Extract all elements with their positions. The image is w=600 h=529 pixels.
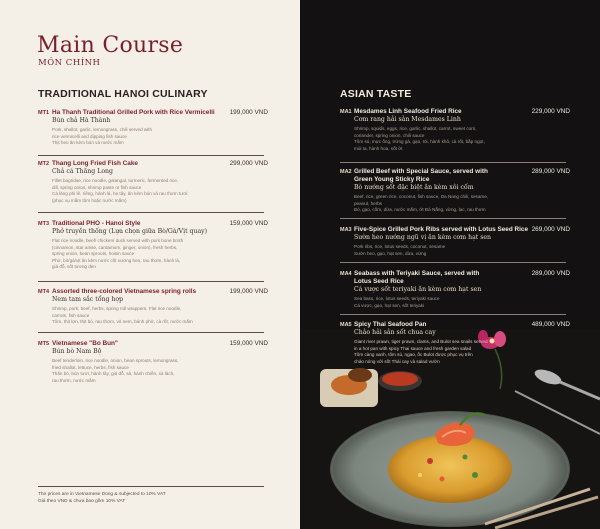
item-code: MT1 (38, 110, 49, 116)
item-name: Thang Long Fried Fish Cake (52, 160, 138, 167)
divider (340, 218, 566, 219)
divider (38, 332, 264, 333)
item-description: Beef tenderloin, rice noodle, onion, bean sprouts, lemongrass, fried shallot, lettuce, herbs, fish sauce Thăn bò, bún tươi, hành tây, giá đỗ, sả, hành chiên, xà lách, rau thơm, nước mắm (52, 358, 179, 383)
item-code: MA4 (340, 271, 352, 277)
item-viet-name: Bún chả Hà Thành (52, 117, 111, 124)
menu-item-mt2 (38, 160, 268, 212)
divider (38, 281, 264, 282)
divider (38, 155, 264, 156)
item-viet-name: Bò nướng sốt đặc biệt ăn kèm xôi cốm (354, 184, 474, 191)
item-price: 289,000 VND (531, 270, 570, 277)
menu-item-ma3 (340, 226, 570, 262)
item-code: MA2 (340, 169, 352, 175)
item-name: Assorted three-colored Vietnamese spring rolls (52, 288, 197, 295)
menu-item-mt4 (38, 288, 268, 333)
item-code: MT2 (38, 161, 49, 167)
menu-item-ma1 (340, 108, 570, 160)
page-subtitle: MÓN CHÍNH (38, 58, 101, 68)
item-viet-name: Phở truyền thống (Lựa chọn giữa Bò/Gà/Vịt quay) (52, 228, 208, 235)
item-code: MT4 (38, 289, 49, 295)
section-heading-traditional: TRADITIONAL HANOI CULINARY (38, 88, 208, 100)
menu-item-ma5 (340, 321, 570, 371)
item-code: MA3 (340, 227, 352, 233)
item-description: Fillet bagridae, rice noodle, galangal, turmeric, fermented rice, dill, spring onion, shrimp paste or fish sauce Cá lăng phi lê, riềng, hành lá, hẹ tây, ăn kèm bún và rau thơm tươi (phục vụ mắm tôm hoặc nước mắm) (52, 178, 188, 203)
item-code: MA1 (340, 109, 352, 115)
item-name: Five-Spice Grilled Pork Ribs served with Lotus Seed Rice (354, 226, 529, 233)
item-description: Beef, rice, green rice, coconut, fish sauce, Da Nang chili, sesame, peanut, herbs Bò, gạo, cốm, dừa, nước mắm, ớt Đà Nẵng, vừng, lạc, rau thơm (354, 194, 489, 212)
item-description: Giant river prawn, tiger prawn, clams, and Bulot sea snails served in a hot pan with spicy Thai sauce and fresh garden salad Tôm càng xanh, tôm sú, ngao, ốc Bulot được phục vụ trên chảo nóng với sốt Thái cay và salad vườn (354, 339, 488, 364)
page-title: Main Course (37, 33, 184, 58)
menu-item-mt5 (38, 340, 268, 390)
price-footnote: The prices are in Vietnamese Dong & subjected to 10% VAT Giá theo VND & chưa bao gồm 10% VAT (38, 492, 166, 504)
footer-divider (38, 486, 264, 487)
divider (340, 162, 566, 163)
item-price: 229,000 VND (531, 108, 570, 115)
item-viet-name: Nem tam sắc tổng hợp (52, 296, 124, 303)
item-price: 289,000 VND (531, 168, 570, 175)
item-price: 489,000 VND (531, 321, 570, 328)
item-name: Grilled Beef with Special Sauce, served with Green Young Sticky Rice (354, 168, 488, 183)
item-viet-name: Chả cá Thăng Long (52, 168, 113, 175)
item-code: MT5 (38, 341, 49, 347)
item-description: Flat rice noodle, beef/ chicken/ duck served with pork bone broth (cinnamon, star anise, cardamom, ginger, onion), fresh herbs, spring onion, bean sprouts, hoisin sauce Phở, bò/gà/vịt ăn kèm nước cốt xương heo, rau thơm, hành lá, giá đỗ, sốt tương đen (52, 238, 184, 269)
item-price: 199,000 VND (229, 288, 268, 295)
item-description: Sea bass, rice, lotus seeds, teriyaki sauce Cá vược, gạo, hạt sen, sốt teriyaki (354, 296, 440, 308)
menu-item-mt3 (38, 220, 268, 280)
item-viet-name: Bún bò Nam Bộ (52, 348, 102, 355)
item-name: Mesdames Linh Seafood Fried Rice (354, 108, 462, 115)
item-price: 159,000 VND (229, 340, 268, 347)
item-price: 199,000 VND (229, 109, 268, 116)
item-price: 269,000 VND (531, 226, 570, 233)
item-description: Shrimp, squids, eggs, rice, garlic, shallot, carrot, sweet corn, coriander, spring onion, chili sauce Tôm sú, mực ống, trứng gà, gạo, tỏi, hành khô, cà rốt, bắp ngọt, mùi ta, hành hoa, sốt ớt (354, 126, 485, 151)
item-name: Seabass with Teriyaki Sauce, served with Lotus Seed Rice (354, 270, 480, 285)
section-heading-asian: ASIAN TASTE (340, 88, 412, 100)
menu-item-mt1 (38, 109, 268, 157)
item-name: Vietnamese "Bo Bun" (52, 340, 118, 347)
item-code: MA5 (340, 322, 352, 328)
item-description: Pork, shallot, garlic, lemongrass, chili served with rice vermicelli and dipping fish sauce Thịt heo ăn kèm bún và nước mắm (52, 127, 153, 145)
divider (38, 212, 264, 213)
item-viet-name: Chảo hải sản sốt chua cay (354, 329, 436, 336)
item-name: Ha Thanh Traditional Grilled Pork with Rice Vermicelli (52, 109, 215, 116)
item-viet-name: Sườn heo nướng ngũ vị ăn kèm cơm hạt sen (354, 234, 492, 241)
item-price: 159,000 VND (229, 220, 268, 227)
item-name: Spicy Thai Seafood Pan (354, 321, 427, 328)
item-description: Pork ribs, rice, lotus seeds, coconut, sesame Sườn heo, gạo, hạt sen, dừa, vừng (354, 244, 446, 256)
item-description: Shrimp, pork, beef, herbs, spring roll wrappers, Flat rice noodle, carrots, fish sauce Tôm, thịt lợn, thịt bò, rau thơm, vỏ nem, bánh phở, cà rốt, nước mắm (52, 306, 193, 324)
item-price: 299,000 VND (229, 160, 268, 167)
item-viet-name: Cơm rang hải sản Mesdames Linh (354, 116, 461, 123)
divider (340, 314, 566, 315)
item-viet-name: Cá vược sốt teriyaki ăn kèm cơm hạt sen (354, 286, 482, 293)
divider (340, 262, 566, 263)
item-name: Traditional PHO - Hanoi Style (52, 220, 141, 227)
menu-item-ma2 (340, 168, 570, 218)
menu-item-ma4 (340, 270, 570, 314)
item-code: MT3 (38, 221, 49, 227)
